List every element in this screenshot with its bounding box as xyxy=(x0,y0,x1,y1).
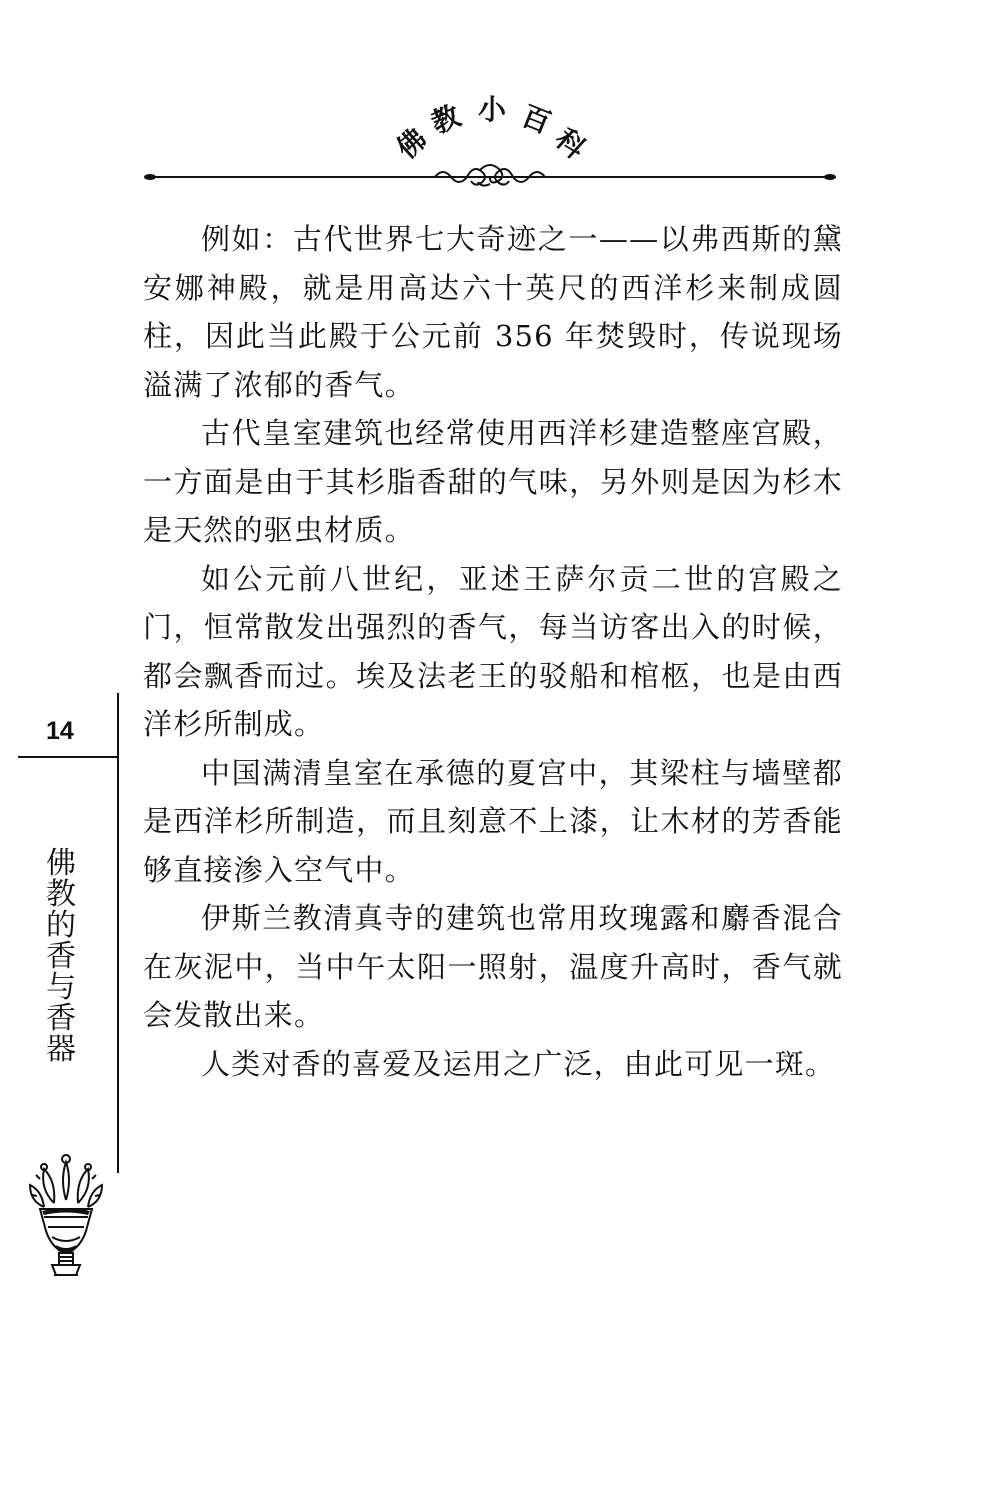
running-header-title xyxy=(0,92,982,172)
side-tab-divider xyxy=(117,693,119,1173)
header-title-char: 佛 xyxy=(390,121,434,166)
header-title-char: 百 xyxy=(517,98,556,141)
book-title-char: 与 xyxy=(46,970,76,1005)
paragraph: 人类对香的喜爱及运用之广泛，由此可见一斑。 xyxy=(201,1046,836,1081)
book-title-char: 佛 xyxy=(46,846,76,881)
book-title-char: 教 xyxy=(46,877,76,912)
header-title-char: 科 xyxy=(548,121,592,166)
body-text xyxy=(143,215,843,1088)
running-header xyxy=(0,92,982,192)
paragraph: 例如：古代世界七大奇迹之一——以弗西斯的黛安娜神殿，就是用高达六十英尺的西洋杉来制成圆柱，因此当此殿于公元前 356 年焚毁时，传说现场溢满了浓郁的香气。 xyxy=(143,222,843,402)
page-number: 14 xyxy=(46,717,74,745)
book-title-char: 香 xyxy=(46,939,76,974)
paragraph: 伊斯兰教清真寺的建筑也常用玫瑰露和麝香混合在灰泥中，当中午太阳一照射，温度升高时，香气就会发散出来。 xyxy=(143,901,843,1032)
flower-vase-icon xyxy=(26,1145,106,1285)
book-title-char: 的 xyxy=(46,908,76,943)
paragraph: 中国满清皇室在承德的夏宫中，其梁柱与墙壁都是西洋杉所制造，而且刻意不上漆，让木材的芳香能够直接渗入空气中。 xyxy=(143,755,843,887)
paragraph: 古代皇室建筑也经常使用西洋杉建造整座宫殿，一方面是由于其杉脂香甜的气味，另外则是因为杉木是天然的驱虫材质。 xyxy=(143,416,843,547)
header-title-char: 教 xyxy=(426,98,465,141)
book-title-char: 器 xyxy=(46,1032,76,1067)
page-number-rule xyxy=(18,756,118,758)
paragraph: 如公元前八世纪，亚述王萨尔贡二世的宫殿之门，恒常散发出强烈的香气，每当访客出入的时候，都会飘香而过。埃及法老王的驳船和棺柩，也是由西洋杉所制成。 xyxy=(143,561,843,741)
header-title-char: 小 xyxy=(478,93,507,126)
book-title-vertical xyxy=(43,848,79,1065)
book-title-char: 香 xyxy=(46,1001,76,1036)
cloud-scroll-ornament-icon xyxy=(140,162,840,192)
